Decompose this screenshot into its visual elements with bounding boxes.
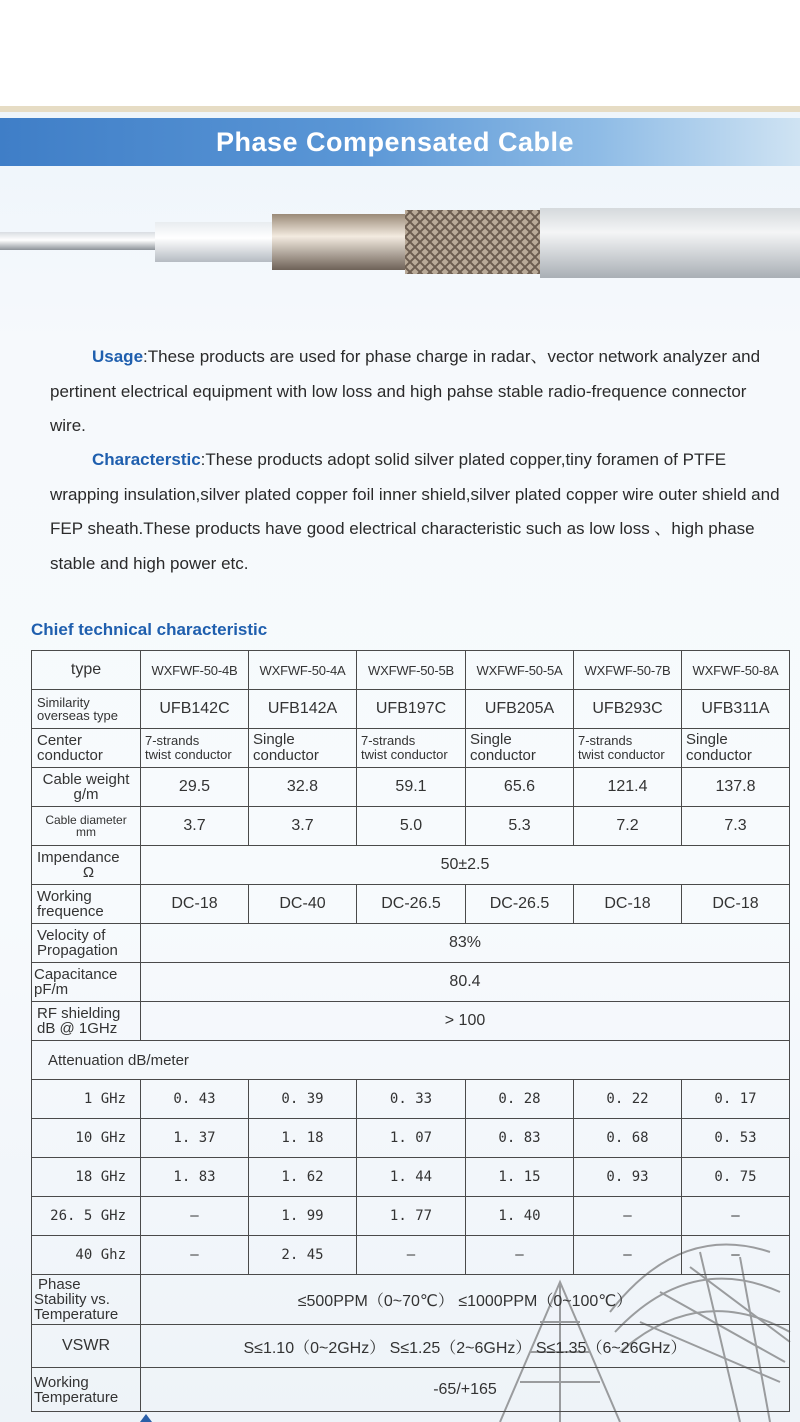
freq-label: 10 GHz bbox=[32, 1119, 141, 1158]
model-cell: WXFWF-50-5A bbox=[466, 651, 574, 690]
label-line: Capacitance bbox=[34, 966, 118, 983]
frequence-cell: DC-18 bbox=[574, 885, 682, 924]
table-row bbox=[32, 768, 790, 807]
attenuation-cell: 1. 99 bbox=[249, 1197, 357, 1236]
diameter-cell: 3.7 bbox=[249, 807, 357, 846]
table-row bbox=[32, 690, 790, 729]
capacitance-value: 80.4 bbox=[141, 963, 790, 1002]
table-row bbox=[32, 1041, 790, 1080]
characteristic-label: Characterstic bbox=[92, 450, 201, 469]
conductor-cell bbox=[682, 729, 790, 768]
cell-line: 7-strands bbox=[578, 733, 633, 749]
similarity-cell: UFB293C bbox=[574, 690, 682, 729]
table-row bbox=[32, 729, 790, 768]
label-line: frequence bbox=[37, 903, 104, 920]
attenuation-cell: 2. 45 bbox=[249, 1236, 357, 1275]
attenuation-cell: 0. 28 bbox=[466, 1080, 574, 1119]
table-row bbox=[32, 1236, 790, 1275]
page-title: Phase Compensated Cable bbox=[215, 127, 575, 157]
label-line: mm bbox=[76, 825, 96, 839]
attenuation-cell: 0. 43 bbox=[141, 1080, 249, 1119]
label-line: Ω bbox=[82, 864, 95, 881]
cell-line: 7-strands bbox=[145, 733, 200, 749]
vswr-label: VSWR bbox=[32, 1325, 141, 1368]
freq-label: 40 Ghz bbox=[32, 1236, 141, 1275]
similarity-cell: UFB197C bbox=[357, 690, 466, 729]
label-line: Propagation bbox=[37, 942, 118, 959]
cell-line: Single bbox=[253, 731, 295, 749]
cell-line: twist conductor bbox=[145, 747, 232, 762]
label-line: RF shielding bbox=[37, 1005, 121, 1022]
shielding-value: > 100 bbox=[141, 1002, 790, 1041]
type-header: type bbox=[32, 651, 141, 690]
label-line: Stability vs. bbox=[34, 1291, 110, 1308]
diameter-cell: 7.2 bbox=[574, 807, 682, 846]
label-line: overseas type bbox=[37, 708, 118, 723]
attenuation-cell: 0. 22 bbox=[574, 1080, 682, 1119]
model-cell: WXFWF-50-8A bbox=[682, 651, 790, 690]
label-line: g/m bbox=[73, 786, 99, 803]
cell-line: twist conductor bbox=[578, 747, 665, 762]
vswr-value: S≤1.10（0~2GHz） S≤1.25（2~6GHz） S≤1.35（6~26GHz） bbox=[141, 1325, 790, 1368]
table-row bbox=[32, 885, 790, 924]
weight-cell: 121.4 bbox=[574, 768, 682, 807]
attenuation-cell: – bbox=[466, 1236, 574, 1275]
cable-photo bbox=[0, 192, 800, 312]
freq-label: 1 GHz bbox=[32, 1080, 141, 1119]
phase-label bbox=[32, 1275, 141, 1325]
table-row bbox=[32, 924, 790, 963]
usage-paragraph bbox=[50, 340, 780, 444]
top-margin bbox=[0, 0, 800, 108]
weight-label bbox=[32, 768, 141, 807]
label-line: Temperature bbox=[34, 1306, 119, 1323]
attenuation-cell: 0. 83 bbox=[466, 1119, 574, 1158]
attenuation-cell: 0. 33 bbox=[357, 1080, 466, 1119]
conductor-cell bbox=[466, 729, 574, 768]
attenuation-cell: 0. 93 bbox=[574, 1158, 682, 1197]
diameter-cell: 7.3 bbox=[682, 807, 790, 846]
similarity-cell: UFB142C bbox=[141, 690, 249, 729]
similarity-cell: UFB205A bbox=[466, 690, 574, 729]
label-line: Working bbox=[34, 1373, 89, 1391]
table-row bbox=[32, 1197, 790, 1236]
attenuation-cell: 1. 18 bbox=[249, 1119, 357, 1158]
diameter-cell: 5.3 bbox=[466, 807, 574, 846]
weight-cell: 32.8 bbox=[249, 768, 357, 807]
table-row bbox=[32, 846, 790, 885]
attenuation-cell: 1. 07 bbox=[357, 1119, 466, 1158]
attenuation-cell: 1. 83 bbox=[141, 1158, 249, 1197]
label-line: Center bbox=[37, 732, 83, 749]
frequence-label bbox=[32, 885, 141, 924]
diameter-label bbox=[32, 807, 141, 846]
label-line: Similarity bbox=[37, 695, 90, 710]
attenuation-cell: – bbox=[574, 1197, 682, 1236]
label-line: pF/m bbox=[34, 981, 69, 998]
spec-table bbox=[31, 650, 790, 1412]
table-row bbox=[32, 1325, 790, 1368]
attenuation-cell: 1. 44 bbox=[357, 1158, 466, 1197]
conductor-cell bbox=[141, 729, 249, 768]
label-line: Cable weight bbox=[42, 771, 130, 788]
cell-line: conductor bbox=[470, 747, 536, 764]
attenuation-cell: 1. 77 bbox=[357, 1197, 466, 1236]
attenuation-cell: – bbox=[141, 1197, 249, 1236]
table-row bbox=[32, 1119, 790, 1158]
table-row bbox=[32, 1080, 790, 1119]
model-cell: WXFWF-50-4A bbox=[249, 651, 357, 690]
label-line: Cable diameter bbox=[45, 813, 127, 827]
cell-line: 7-strands bbox=[361, 733, 416, 749]
similarity-cell: UFB142A bbox=[249, 690, 357, 729]
table-row bbox=[32, 651, 790, 690]
cell-line: twist conductor bbox=[361, 747, 448, 762]
attenuation-cell: 1. 40 bbox=[466, 1197, 574, 1236]
attenuation-cell: – bbox=[574, 1236, 682, 1275]
cell-line: Single bbox=[686, 731, 728, 749]
cell-line: conductor bbox=[686, 747, 752, 764]
similarity-cell: UFB311A bbox=[682, 690, 790, 729]
attenuation-cell: 1. 37 bbox=[141, 1119, 249, 1158]
diameter-cell: 3.7 bbox=[141, 807, 249, 846]
cell-line: conductor bbox=[253, 747, 319, 764]
attenuation-cell: 0. 53 bbox=[682, 1119, 790, 1158]
weight-cell: 65.6 bbox=[466, 768, 574, 807]
attenuation-cell: – bbox=[682, 1236, 790, 1275]
shielding-label bbox=[32, 1002, 141, 1041]
conductor-cell bbox=[574, 729, 682, 768]
usage-text: :These products are used for phase charge in radar、vector network analyzer and pertinent electrical equipment with low loss and high pahse stable radio-frequence connector wire. bbox=[50, 347, 761, 435]
attenuation-cell: 0. 39 bbox=[249, 1080, 357, 1119]
similarity-label bbox=[32, 690, 141, 729]
temperature-label bbox=[32, 1368, 141, 1412]
phase-value: ≤500PPM（0~70℃） ≤1000PPM（0~100℃） bbox=[141, 1275, 790, 1325]
label-line: Velocity of bbox=[37, 927, 106, 944]
weight-cell: 59.1 bbox=[357, 768, 466, 807]
frequence-cell: DC-18 bbox=[141, 885, 249, 924]
table-row bbox=[32, 963, 790, 1002]
temperature-value: -65/+165 bbox=[141, 1368, 790, 1412]
datasheet-page bbox=[0, 112, 800, 1422]
frequence-cell: DC-26.5 bbox=[466, 885, 574, 924]
attenuation-cell: 1. 15 bbox=[466, 1158, 574, 1197]
table-row bbox=[32, 1002, 790, 1041]
weight-cell: 137.8 bbox=[682, 768, 790, 807]
attenuation-cell: 1. 62 bbox=[249, 1158, 357, 1197]
conductor-cell bbox=[249, 729, 357, 768]
label-line: conductor bbox=[37, 747, 103, 764]
characteristic-paragraph bbox=[50, 443, 790, 581]
table-row bbox=[32, 1158, 790, 1197]
attenuation-header: Attenuation dB/meter bbox=[32, 1041, 790, 1080]
model-cell: WXFWF-50-5B bbox=[357, 651, 466, 690]
label-line: Impendance bbox=[37, 849, 120, 866]
attenuation-cell: – bbox=[357, 1236, 466, 1275]
table-title: Chief technical characteristic bbox=[31, 620, 268, 639]
conductor-cell bbox=[357, 729, 466, 768]
attenuation-cell: 0. 17 bbox=[682, 1080, 790, 1119]
label-line: Working bbox=[37, 888, 92, 905]
table-row bbox=[32, 1368, 790, 1412]
frequence-cell: DC-40 bbox=[249, 885, 357, 924]
freq-label: 18 GHz bbox=[32, 1158, 141, 1197]
capacitance-label bbox=[32, 963, 141, 1002]
model-cell: WXFWF-50-7B bbox=[574, 651, 682, 690]
label-line: Temperature bbox=[34, 1388, 119, 1406]
characteristic-text: :These products adopt solid silver plated copper,tiny foramen of PTFE wrapping insulation,silver plated copper foil inner shield,silver plated copper wire outer shield and FEP sheath.These products have good electrical characteristic such as low loss 、high phase stable and high power etc. bbox=[50, 450, 780, 573]
label-line: dB @ 1GHz bbox=[37, 1020, 118, 1037]
triangle-marker-icon bbox=[140, 1414, 152, 1422]
velocity-label bbox=[32, 924, 141, 963]
freq-label: 26. 5 GHz bbox=[32, 1197, 141, 1236]
weight-cell: 29.5 bbox=[141, 768, 249, 807]
attenuation-cell: 0. 68 bbox=[574, 1119, 682, 1158]
impedance-value: 50±2.5 bbox=[141, 846, 790, 885]
impedance-label bbox=[32, 846, 141, 885]
table-row bbox=[32, 807, 790, 846]
attenuation-cell: – bbox=[682, 1197, 790, 1236]
table-row bbox=[32, 1275, 790, 1325]
frequence-cell: DC-26.5 bbox=[357, 885, 466, 924]
attenuation-cell: – bbox=[141, 1236, 249, 1275]
conductor-label bbox=[32, 729, 141, 768]
cell-line: Single bbox=[470, 731, 512, 749]
usage-label: Usage bbox=[92, 347, 144, 366]
frequence-cell: DC-18 bbox=[682, 885, 790, 924]
label-line: Phase bbox=[38, 1276, 81, 1293]
velocity-value: 83% bbox=[141, 924, 790, 963]
model-cell: WXFWF-50-4B bbox=[141, 651, 249, 690]
diameter-cell: 5.0 bbox=[357, 807, 466, 846]
attenuation-cell: 0. 75 bbox=[682, 1158, 790, 1197]
